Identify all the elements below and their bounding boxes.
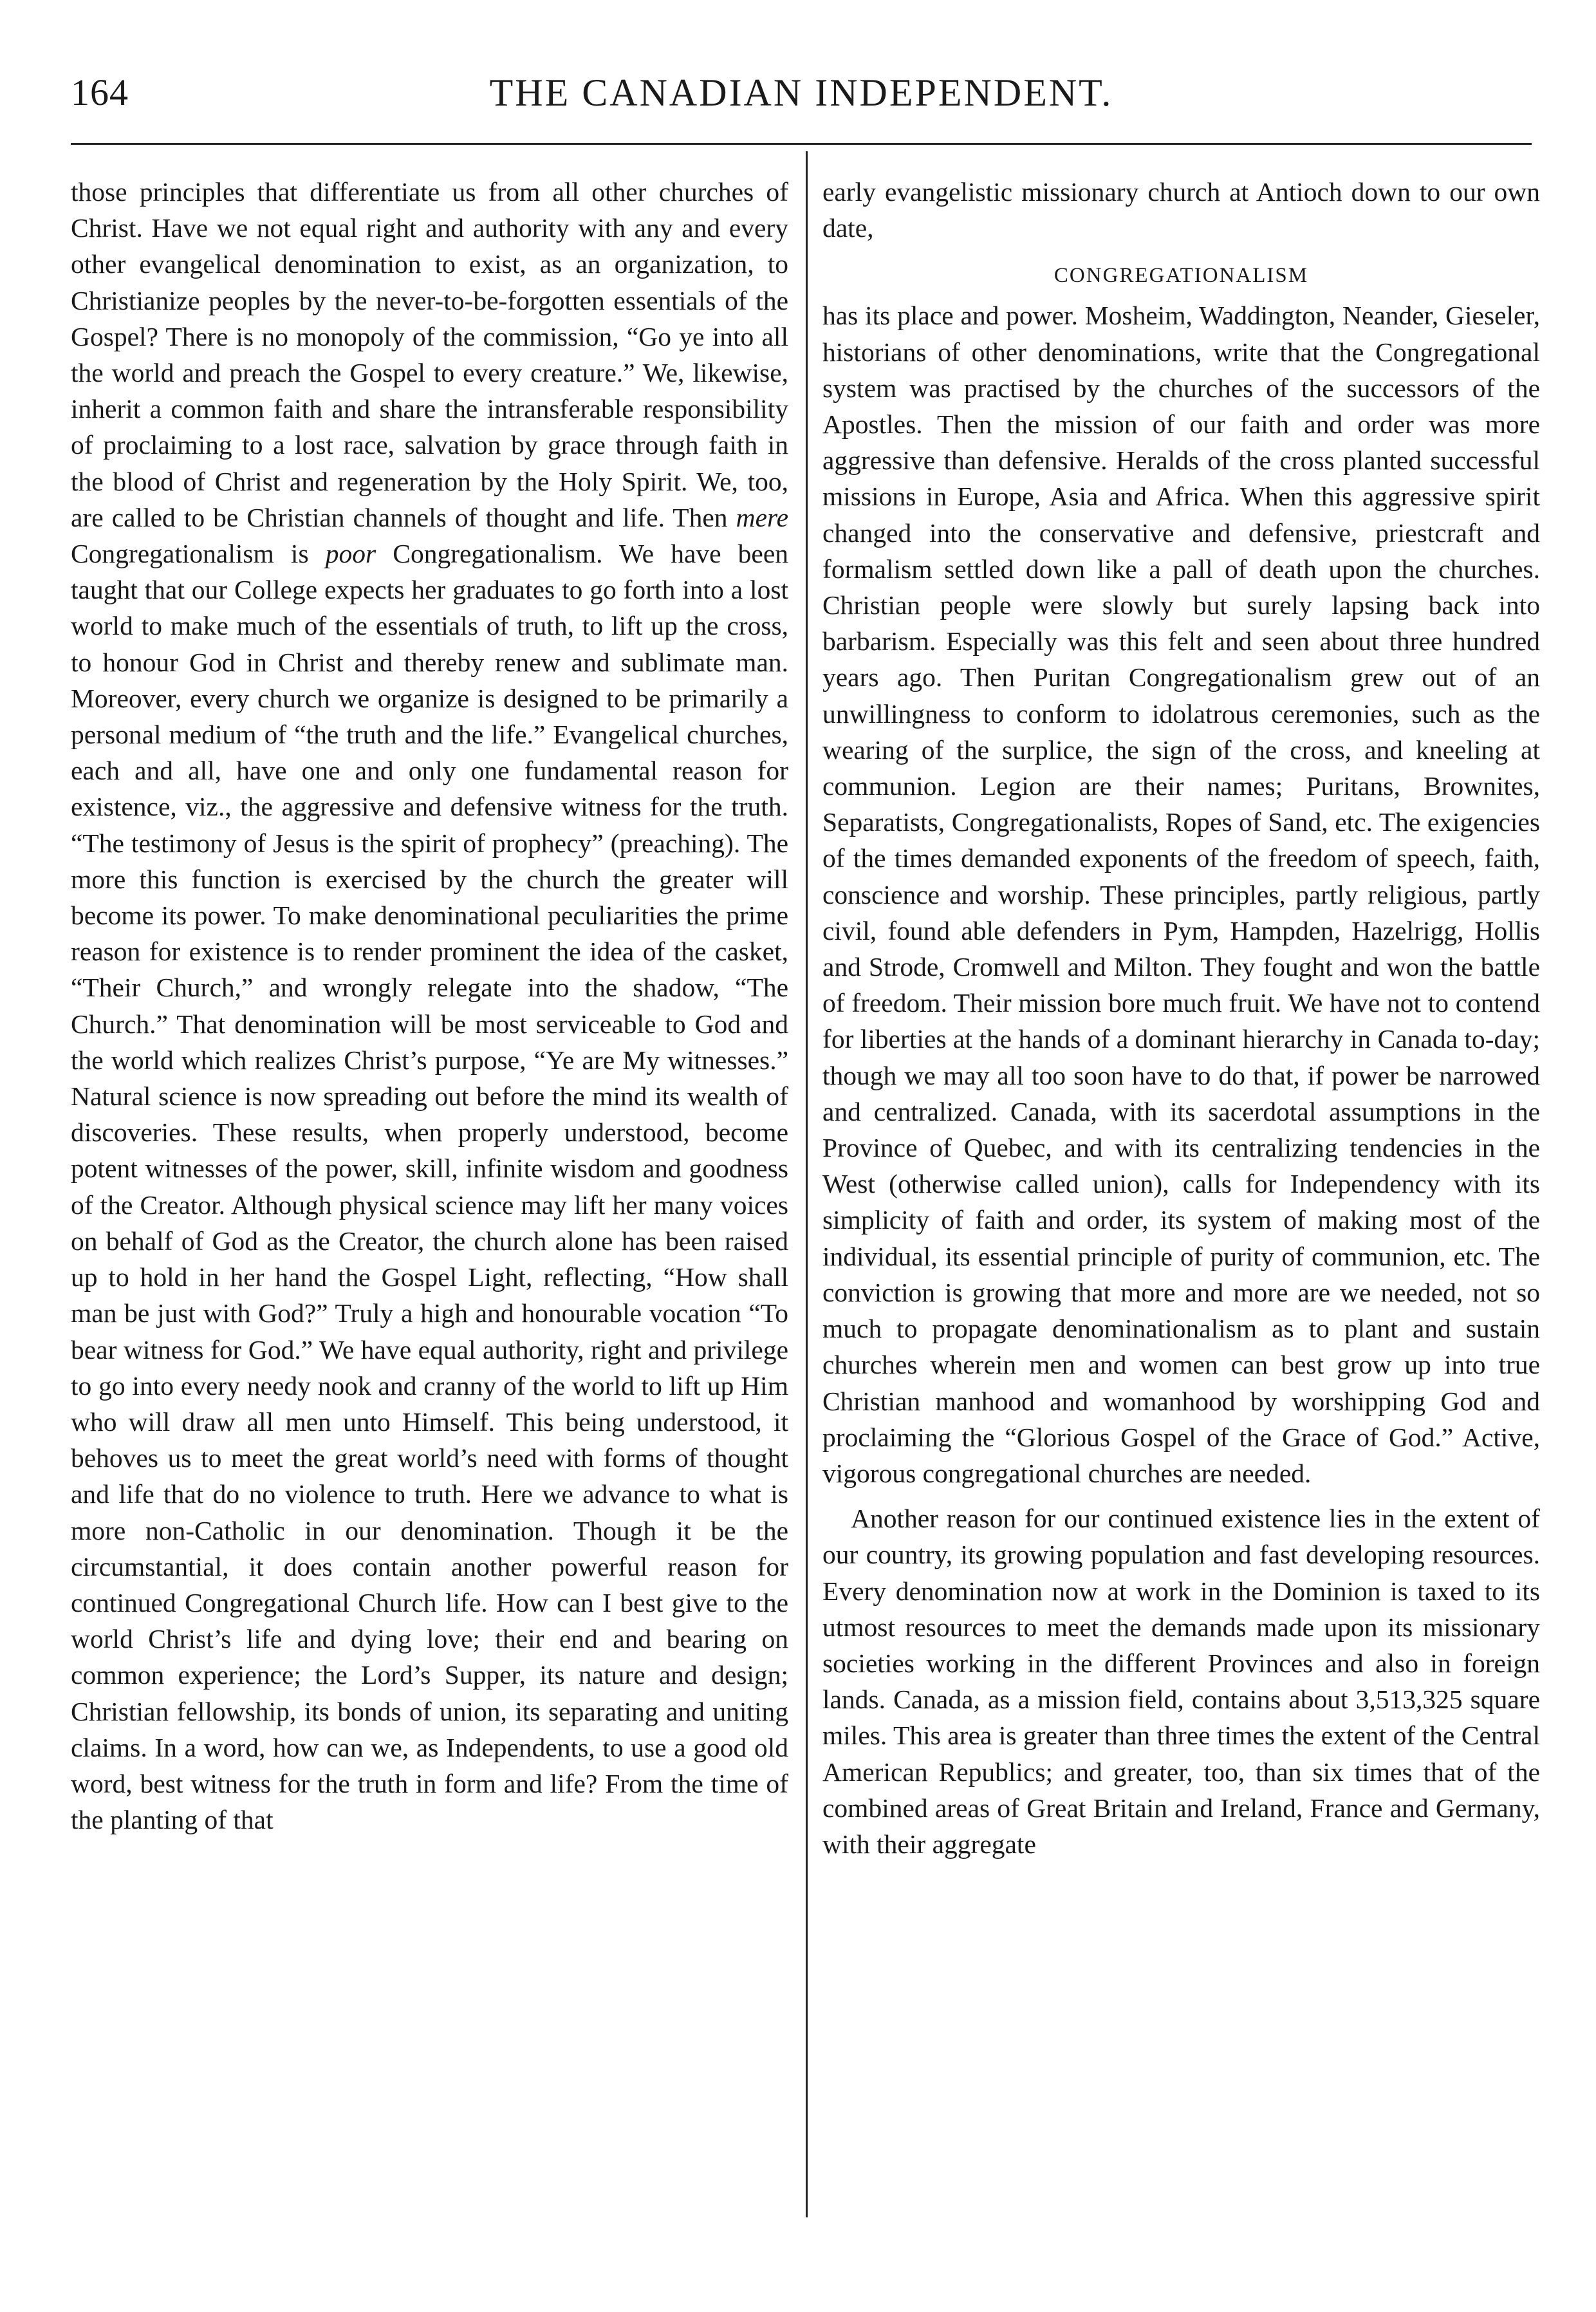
left-column bbox=[71, 174, 788, 2221]
left-paragraph-1 bbox=[71, 174, 788, 1838]
emphasis-poor: poor bbox=[325, 539, 376, 569]
section-subheading: CONGREGATIONALISM bbox=[1053, 264, 1309, 288]
journal-title: THE CANADIAN INDEPENDENT. bbox=[489, 71, 1113, 114]
right-paragraph-1: early evangelistic missionary church at Antioch down to our own date, bbox=[822, 177, 1540, 243]
emphasis-mere: mere bbox=[736, 502, 788, 532]
right-paragraph-3: Another reason for our continued existence lies in the extent of our country, its growing population and fast developing resources. Every denomination now at work in the Dominion is taxed to its utmost resources to meet the demands made upon its missionary societies working in the different Provinces and also in foreign lands. Canada, as a mission field, contains about 3,513,325 square miles. This area is greater than three times the extent of the Central American Republics; and greater, too, than six times that of the combined areas of Great Britain and Ireland, France and Germany, with their aggregate bbox=[822, 1504, 1540, 1859]
right-column bbox=[822, 174, 1540, 2221]
left-text-c: Congregationalism. We have been taught that our College expects her graduates to go forth into a lost world to make much of the essentials of truth, to lift up the cross, to honour God in Christ and thereby renew and sublimate man. Moreover, every church we organize is designed to be primarily a personal medium of “the truth and the life.” Evangelical churches, each and all, have one and only one fundamental reason for existence, viz., the aggressive and defensive witness for the truth. “The testimony of Jesus is the spirit of prophecy” (preaching). The more this function is exercised by the church the greater will become its power. To make denominational peculiarities the prime reason for existence is to render prominent the idea of the casket, “Their Church,” and wrongly relegate into the shadow, “The Church.” That denomination will be most serviceable to God and the world which realizes Christ’s purpose, “Ye are My witnesses.” Natural science is now spreading out before the mind its wealth of discoveries. These results, when properly understood, become potent witnesses of the power, skill, infinite wisdom and goodness of the Creator. Although physical science may lift her many voices on behalf of God as the Creator, the church alone has been raised up to hold in her hand the Gospel Light, reflecting, “How shall man be just with God?” Truly a high and honourable vocation “To bear witness for God.” We have equal authority, right and privilege to go into every needy nook and cranny of the world to lift up Him who will draw all men unto Himself. This being understood, it behoves us to meet the great world’s need with forms of thought and life that do no violence to truth. Here we advance to what is more non-Catholic in our denomination. Though it be the circumstantial, it does contain another powerful reason for continued Congregational Church life. How can I best give to the world Christ’s life and dying love; their end and bearing on common experience; the Lord’s Supper, its nature and design; Christian fellowship, its bonds of union, its separating and uniting claims. In a word, how can we, as Independents, to use a good old word, best witness for the truth in form and life? From the time of the planting of that bbox=[71, 539, 788, 1835]
left-text-a: those principles that differentiate us from all other churches of Christ. Have we not equal right and authority with any and every other evangelical denomination to exist, as an organization, to Christianize peoples by the never-to-be-forgotten essentials of the Gospel? There is no monopoly of the commission, “Go ye into all the world and preach the Gospel to every creature.” We, likewise, inherit a common faith and share the intransferable responsibility of proclaiming to a lost race, salvation by grace through faith in the blood of Christ and regeneration by the Holy Spirit. We, too, are called to be Christian channels of thought and life. Then bbox=[71, 177, 788, 532]
page-header bbox=[71, 71, 1532, 122]
left-text-b: Congregationalism is bbox=[71, 539, 309, 569]
right-paragraph-2: has its place and power. Mosheim, Waddington, Neander, Gieseler, historians of other denominations, write that the Congregational system was practised by the churches of the successors of the Apostles. Then the mission of our faith and order was more aggressive than defensive. Heralds of the cross planted successful missions in Europe, Asia and Africa. When this aggressive spirit changed into the conservative and defensive, priestcraft and formalism settled down like a pall of death upon the churches. Christian people were slowly but surely lapsing back into barbarism. Especially was this felt and seen about three hundred years ago. Then Puritan Congregationalism grew out of an unwillingness to conform to idolatrous ceremonies, such as the wearing of the surplice, the sign of the cross, and kneeling at communion. Legion are their names; Puritans, Brownites, Separatists, Congregationalists, Ropes of Sand, etc. The exigencies of the times demanded exponents of the freedom of speech, faith, conscience and worship. These principles, partly religious, partly civil, found able defenders in Pym, Hampden, Hazelrigg, Hollis and Strode, Cromwell and Milton. They fought and won the battle of freedom. Their mission bore much fruit. We have not to contend for liberties at the hands of a dominant hierarchy in Canada to-day; though we may all too soon have to do that, if power be narrowed and centralized. Canada, with its sacerdotal assumptions in the Province of Quebec, and with its centralizing tendencies in the West (otherwise called union), calls for Independency with its simplicity of faith and order, its system of making most of the individual, its essential principle of purity of communion, etc. The conviction is growing that more and more are we needed, not so much to propagate denominationalism as to plant and sustain churches wherein men and women can best grow up into true Christian manhood and womanhood by worshipping God and proclaiming the “Glorious Gospel of the Grace of God.” Active, vigorous congregational churches are needed. bbox=[822, 301, 1540, 1488]
header-rule bbox=[71, 143, 1532, 145]
page-number: 164 bbox=[71, 71, 129, 113]
column-divider bbox=[806, 151, 808, 2217]
